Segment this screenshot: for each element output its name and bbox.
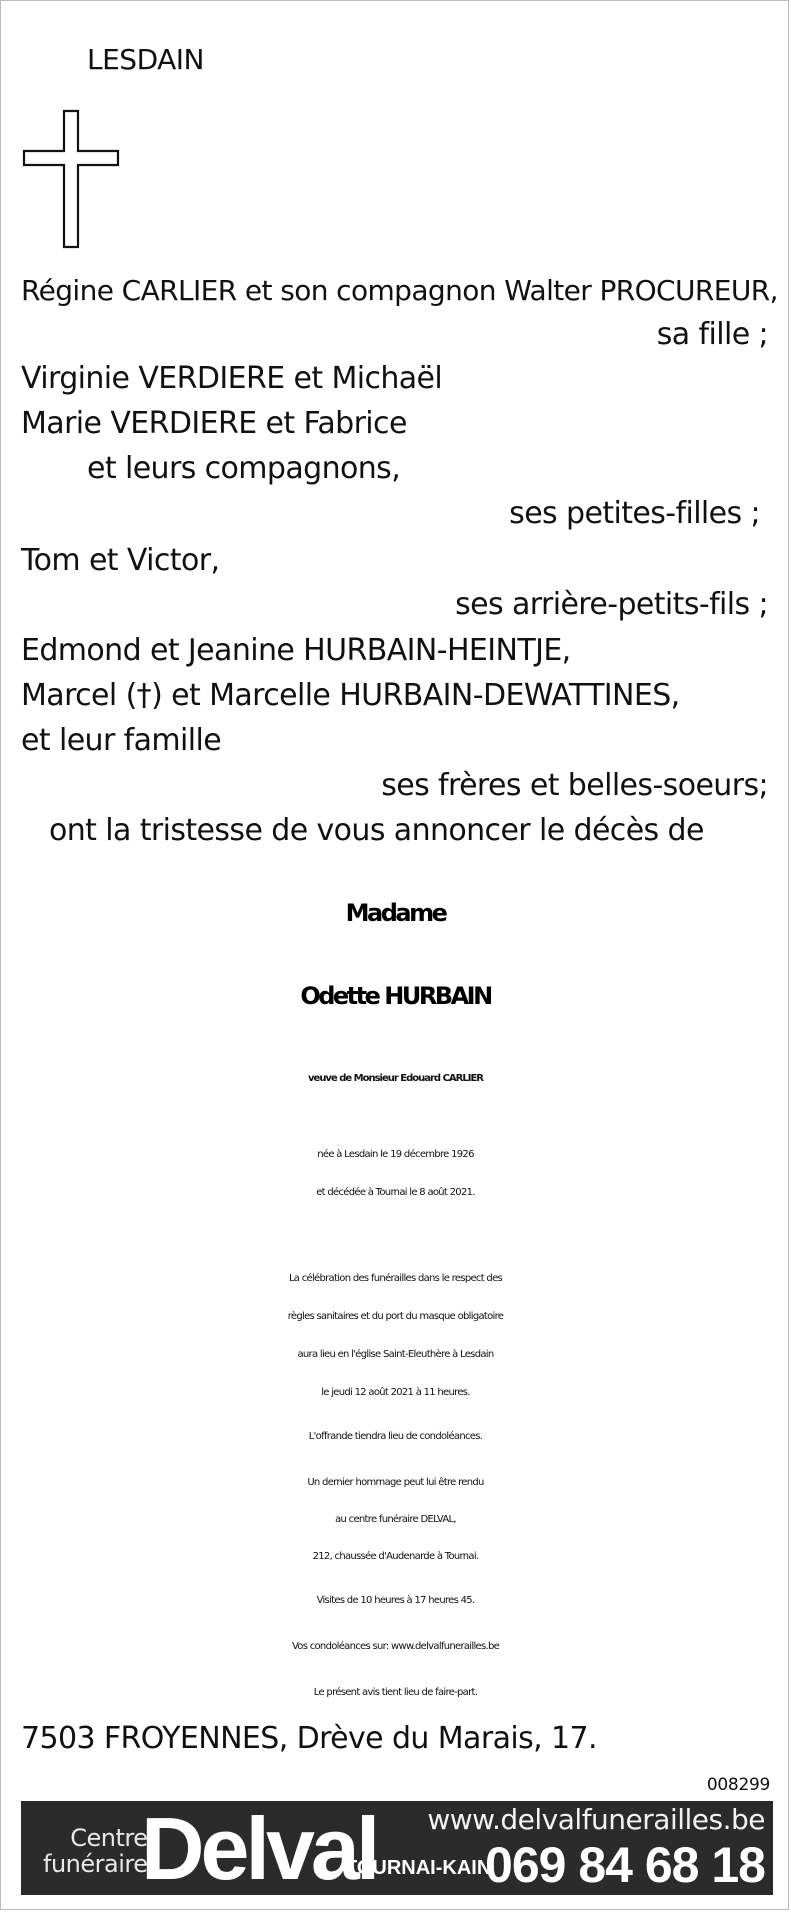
ceremony-line-3: aura lieu en l'église Saint-Eleuthère à Lesdain [297, 1349, 494, 1360]
ceremony-line-2: règles sanitaires et du port du masque obligatoire [287, 1311, 504, 1322]
family-line-7: Marcel (†) et Marcelle HURBAIN-DEWATTINES, [21, 678, 680, 713]
ceremony-line-4: le jeudi 12 août 2021 à 11 heures. [321, 1387, 470, 1398]
family-line-5: Tom et Victor, [21, 543, 220, 578]
family-relation-4: ses frères et belles-soeurs; [381, 768, 768, 803]
footer-phone: 069 84 68 18 [485, 1837, 765, 1893]
ad-code: 008299 [706, 1775, 770, 1795]
family-line-6: Edmond et Jeanine HURBAIN-HEINTJE, [21, 633, 571, 668]
brand-name: Delval [141, 1801, 377, 1895]
centre-label: Centre [70, 1824, 148, 1852]
centre-funeraire-label [43, 1825, 147, 1877]
footer-banner [21, 1801, 773, 1895]
announcement: ont la tristesse de vous annoncer le décès de [49, 813, 704, 848]
family-relation-3: ses arrière-petits-fils ; [455, 587, 768, 622]
birth-line: née à Lesdain le 19 décembre 1926 [317, 1149, 474, 1160]
tribute-line-1: Un dernier hommage peut lui être rendu [307, 1477, 484, 1488]
funeraire-label: funéraire [43, 1850, 148, 1878]
cross-icon [21, 109, 121, 249]
widow-of: veuve de Monsieur Edouard CARLIER [308, 1073, 483, 1084]
ceremony-line-1: La célébration des funérailles dans le respect des [288, 1273, 503, 1284]
family-relation-2: ses petites-filles ; [509, 496, 760, 531]
deceased-title: Madame [345, 899, 446, 927]
family-line-3: Marie VERDIERE et Fabrice [21, 406, 407, 441]
offering-line: L'offrande tiendra lieu de condoléances. [308, 1431, 483, 1442]
family-line-8: et leur famille [21, 723, 222, 758]
notice-line: Le présent avis tient lieu de faire-part. [313, 1687, 478, 1698]
address-line: 7503 FROYENNES, Drève du Marais, 17. [21, 1721, 597, 1756]
deceased-name: Odette HURBAIN [300, 982, 491, 1010]
condolences-line: Vos condoléances sur: www.delvalfunerailles.be [291, 1641, 500, 1652]
family-line-2: Virginie VERDIERE et Michaël [21, 361, 443, 396]
family-relation-1: sa fille ; [656, 317, 768, 352]
footer-location: TOURNAI-KAIN [345, 1857, 492, 1879]
tribute-line-2: au centre funéraire DELVAL, [335, 1514, 456, 1525]
village-name: LESDAIN [87, 43, 204, 76]
footer-website: www.delvalfunerailles.be [427, 1803, 765, 1836]
family-line-4: et leurs compagnons, [87, 451, 401, 486]
tribute-line-3: 212, chaussée d'Audenarde à Tournai. [312, 1551, 479, 1562]
family-line-1: Régine CARLIER et son compagnon Walter PROCUREUR, [21, 274, 778, 307]
death-line: et décédée à Tournai le 8 août 2021. [316, 1187, 475, 1198]
visits-line: Visites de 10 heures à 17 heures 45. [316, 1595, 475, 1606]
